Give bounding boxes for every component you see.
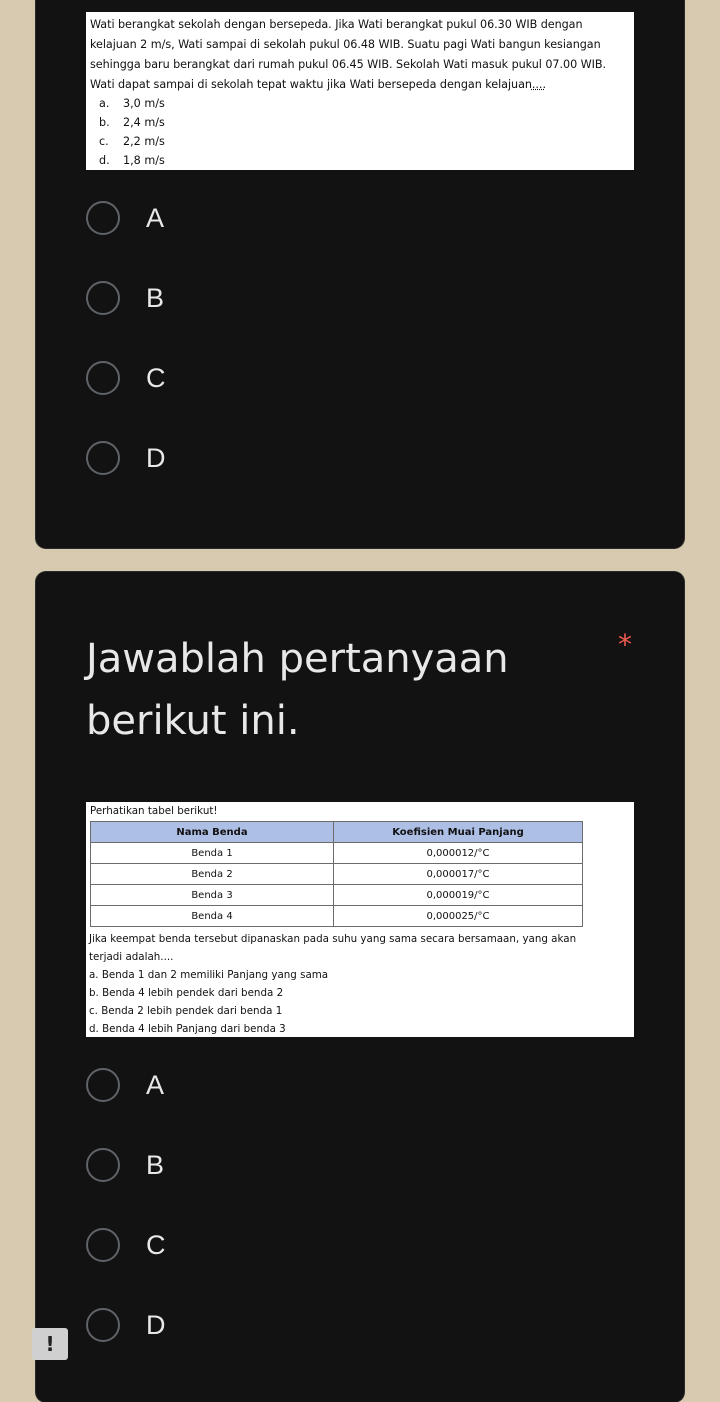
radio-option-d[interactable] — [86, 1305, 166, 1345]
table-cell: Benda 1 — [91, 843, 334, 864]
option-letter: d. — [99, 154, 110, 167]
table-cell: 0,000012/°C — [334, 843, 583, 864]
radio-label: C — [146, 1229, 166, 1260]
option-d — [99, 151, 634, 170]
radio-option-a[interactable] — [86, 1065, 164, 1105]
radio-label: D — [146, 442, 166, 473]
question-2-intro: Perhatikan tabel berikut! — [90, 805, 218, 817]
table-cell: Benda 4 — [91, 906, 334, 927]
radio-option-b[interactable] — [86, 278, 164, 318]
question-2-text — [89, 930, 576, 1038]
radio-button[interactable] — [86, 1068, 120, 1102]
radio-button[interactable] — [86, 201, 120, 235]
table-row — [91, 906, 583, 927]
table-cell: 0,000017/°C — [334, 864, 583, 885]
table-header: Koefisien Muai Panjang — [334, 822, 583, 843]
option-a: a. Benda 1 dan 2 memiliki Panjang yang sama — [89, 969, 329, 981]
radio-label: B — [146, 282, 165, 313]
question-1-line: sehingga baru berangkat dari rumah pukul 06.45 WIB. Sekolah Wati masuk pukul 07.00 WIB. — [90, 58, 607, 71]
option-b — [99, 113, 634, 132]
radio-option-a[interactable] — [86, 198, 164, 238]
table-cell: Benda 2 — [91, 864, 334, 885]
radio-label: A — [146, 1069, 165, 1100]
data-table — [90, 821, 583, 927]
option-letter: c. — [99, 135, 109, 148]
question-1-image — [86, 12, 634, 170]
option-text: 2,4 m/s — [123, 116, 165, 129]
warning-badge[interactable] — [32, 1328, 68, 1360]
radio-option-b[interactable] — [86, 1145, 164, 1185]
question-1-line — [90, 75, 634, 95]
question-1-line: kelajuan 2 m/s, Wati sampai di sekolah pukul 06.48 WIB. Suatu pagi Wati bangun kesiangan — [90, 38, 601, 51]
radio-label: A — [146, 202, 165, 233]
option-b: b. Benda 4 lebih pendek dari benda 2 — [89, 987, 284, 999]
table-header: Nama Benda — [91, 822, 334, 843]
table-row — [91, 885, 583, 906]
option-letter: b. — [99, 116, 110, 129]
warning-icon: ! — [45, 1332, 55, 1356]
table-header-row — [91, 822, 583, 843]
question-1-text — [86, 12, 634, 95]
question-2-image — [86, 802, 634, 1037]
option-letter: a. — [99, 97, 110, 110]
question-1-options — [86, 94, 634, 170]
option-text: 2,2 m/s — [123, 135, 165, 148]
option-d: d. Benda 4 lebih Panjang dari benda 3 — [89, 1023, 286, 1035]
required-asterisk: * — [618, 628, 632, 661]
option-c: c. Benda 2 lebih pendek dari benda 1 — [89, 1005, 283, 1017]
option-a — [99, 94, 634, 113]
radio-button[interactable] — [86, 1308, 120, 1342]
question-2-line: Jika keempat benda tersebut dipanaskan pada suhu yang sama secara bersamaan, yang akan — [89, 933, 577, 945]
question-2-line: terjadi adalah.... — [89, 951, 174, 963]
question-1-line: Wati berangkat sekolah dengan bersepeda. Jika Wati berangkat pukul 06.30 WIB dengan — [90, 18, 583, 31]
radio-button[interactable] — [86, 1228, 120, 1262]
question-card-2 — [36, 572, 684, 1402]
option-text: 1,8 m/s — [123, 154, 165, 167]
option-c — [99, 132, 634, 151]
question-card-1 — [36, 0, 684, 548]
question-1-blank: .... — [531, 78, 546, 91]
table-cell: 0,000019/°C — [334, 885, 583, 906]
table-row — [91, 843, 583, 864]
radio-label: B — [146, 1149, 165, 1180]
radio-label: D — [146, 1309, 166, 1340]
question-1-line-text: Wati dapat sampai di sekolah tepat waktu jika Wati bersepeda dengan kelajuan — [90, 78, 532, 91]
radio-button[interactable] — [86, 361, 120, 395]
radio-button[interactable] — [86, 441, 120, 475]
table-row — [91, 864, 583, 885]
radio-option-d[interactable] — [86, 438, 166, 478]
radio-label: C — [146, 362, 166, 393]
option-text: 3,0 m/s — [123, 97, 165, 110]
radio-button[interactable] — [86, 281, 120, 315]
table-cell: Benda 3 — [91, 885, 334, 906]
question-title: Jawablah pertanyaan berikut ini. — [86, 636, 509, 744]
table-cell: 0,000025/°C — [334, 906, 583, 927]
radio-option-c[interactable] — [86, 1225, 166, 1265]
radio-button[interactable] — [86, 1148, 120, 1182]
radio-option-c[interactable] — [86, 358, 166, 398]
